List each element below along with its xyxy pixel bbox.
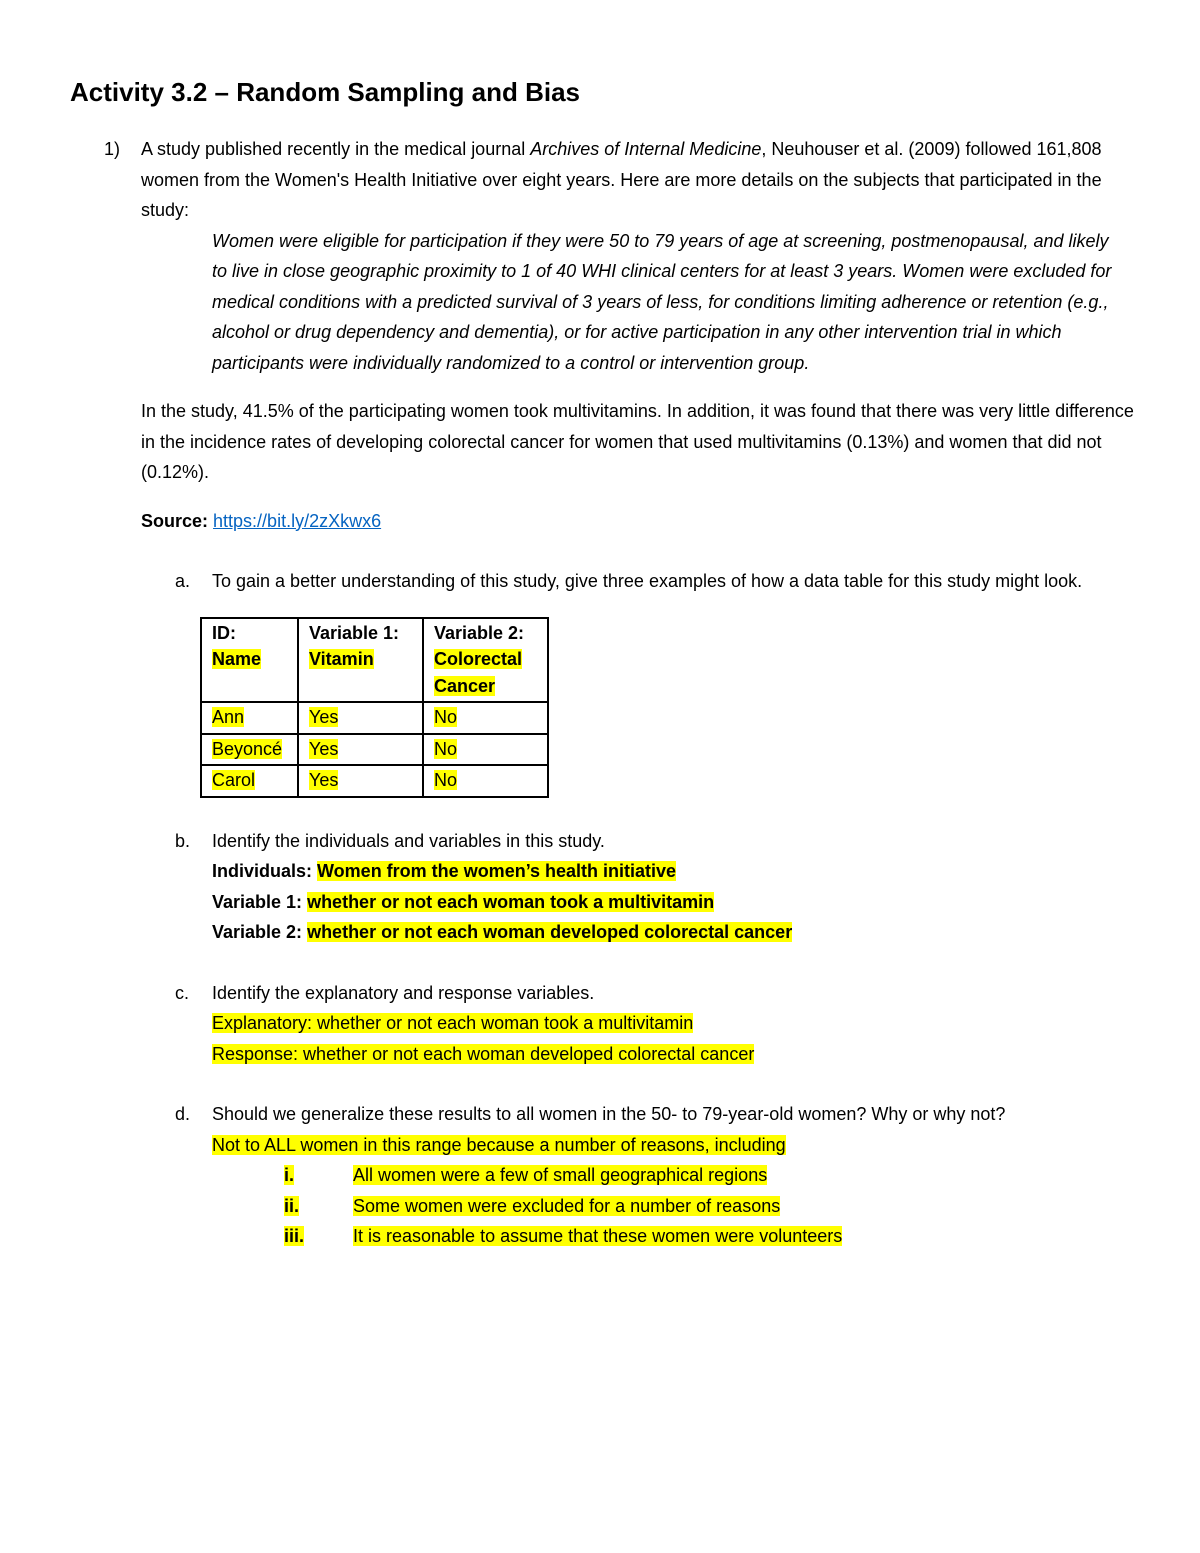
source-link[interactable]: https://bit.ly/2zXkwx6 <box>213 510 382 531</box>
table-row <box>201 765 548 797</box>
page-title: Activity 3.2 – Random Sampling and Bias <box>70 77 581 107</box>
part-letter: d. <box>175 1104 191 1124</box>
table-header-cell: Variable 1: Vitamin <box>298 618 423 703</box>
variable-2-line: Variable 2: whether or not each woman developed colorectal cancer <box>212 922 793 942</box>
explanatory-answer: Explanatory: whether or not each woman took a multivitamin <box>212 1013 694 1033</box>
part-a-text: To gain a better understanding of this study, give three examples of how a data table for this study might look. <box>212 571 1083 591</box>
source-line <box>141 506 1134 537</box>
part-letter: a. <box>175 571 191 591</box>
part-letter: b. <box>175 830 191 851</box>
question-1 <box>104 134 1134 1252</box>
table-header-cell: Variable 2: Colorectal Cancer <box>423 618 548 703</box>
table-header-cell: ID: Name <box>201 618 298 703</box>
table-cell: No <box>423 765 548 797</box>
table-row <box>201 702 548 734</box>
table-cell: Yes <box>298 702 423 734</box>
source-label: Source: <box>141 510 214 531</box>
part-c <box>104 978 1134 1070</box>
part-b <box>104 826 1134 948</box>
study-quote: Women were eligible for participation if they were 50 to 79 years of age at screening, postmenopausal, and likely to live in close geographic proximity to 1 of 40 WHI clinical centers for at least 3 years. Women were excluded for medical conditions with a predicted survival of 3 years of less, for conditions limiting adherence or retention (e.g., alcohol or drug dependency and dementia), or for active participation in any other intervention trial in which participants were individually randomized to a control or intervention group. <box>212 230 1112 373</box>
study-results-paragraph: In the study, 41.5% of the participating women took multivitamins. In addition, it was found that there was very little difference in the incidence rates of developing colorectal cancer for women that used multivitamins (0.13%) and women that did not (0.12%). <box>141 401 1134 482</box>
table-header-row <box>201 618 548 703</box>
part-a <box>104 566 1134 798</box>
table-cell: Yes <box>298 734 423 766</box>
part-b-text: Identify the individuals and variables in this study. <box>212 830 605 851</box>
reason-item: ii. Some women were excluded for a number of reasons <box>284 1195 781 1216</box>
table-row <box>201 734 548 766</box>
part-d-text: Should we generalize these results to all women in the 50- to 79-year-old women? Why or why not? <box>212 1104 1006 1124</box>
table-cell: No <box>423 702 548 734</box>
table-cell: Carol <box>201 765 298 797</box>
part-letter: c. <box>175 982 190 1003</box>
table-cell: No <box>423 734 548 766</box>
table-cell: Ann <box>201 702 298 734</box>
part-d <box>104 1099 1134 1252</box>
variable-1-line: Variable 1: whether or not each woman took a multivitamin <box>212 891 715 912</box>
response-answer: Response: whether or not each woman developed colorectal cancer <box>212 1043 755 1064</box>
reason-item: i. All women were a few of small geographical regions <box>284 1165 768 1185</box>
generalize-answer: Not to ALL women in this range because a number of reasons, including <box>212 1134 786 1155</box>
question-number: 1) <box>104 139 121 159</box>
part-c-text: Identify the explanatory and response variables. <box>212 982 595 1003</box>
data-table <box>200 617 549 798</box>
journal-name: Archives of Internal Medicine <box>530 139 762 159</box>
individuals-line: Individuals: Women from the women’s health initiative <box>212 861 677 881</box>
table-cell: Yes <box>298 765 423 797</box>
reason-item: iii. It is reasonable to assume that these women were volunteers <box>284 1226 843 1246</box>
table-cell: Beyoncé <box>201 734 298 766</box>
question-text: A study published recently in the medical journal Archives of Internal Medicine, Neuhouser et al. (2009) followed 161,808 women from the Women's Health Initiative over eight years. Here are more details on the subjects that participated in the study: <box>141 139 1102 220</box>
